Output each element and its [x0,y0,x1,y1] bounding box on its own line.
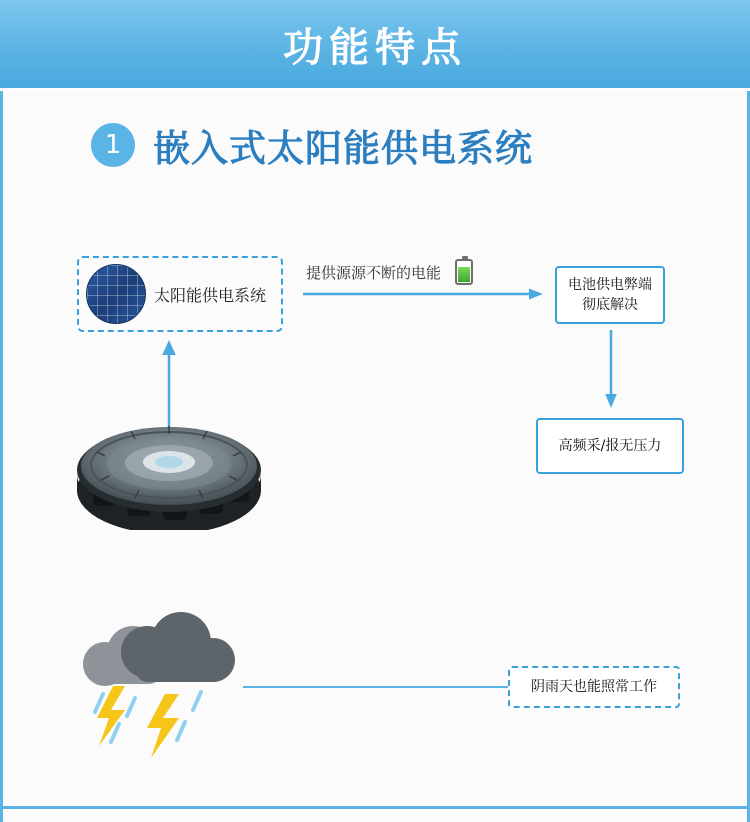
benefit-box-rainy-day [508,666,680,708]
footer-divider [0,806,750,809]
header-divider [0,88,750,91]
section-title-text: 嵌入式太阳能供电系统 [153,127,533,170]
page-title: 功能特点 [283,24,467,71]
solar-cell-grid [87,265,145,323]
benefit-box-frequency-label: 高频采/报无压力 [558,438,662,454]
header-banner [0,0,750,88]
arrow-right-icon [303,288,543,300]
arrow-up-icon [158,340,180,430]
arrow-down-icon [604,330,618,408]
section-heading [91,118,533,172]
benefit-box-battery-line2: 彻底解决 [582,297,638,313]
battery-fill [458,267,470,282]
section-number-badge: 1 [91,123,135,167]
benefit-box-battery [555,266,665,324]
benefit-box-frequency [536,418,684,474]
manhole-cover-image [71,418,267,530]
rain-cloud-lightning-icon [73,612,248,762]
benefit-box-rainy-day-label: 阴雨天也能照常工作 [531,679,657,695]
connector-line [243,686,513,688]
battery-icon [455,259,473,285]
benefit-box-battery-line1: 电池供电弊端 [568,277,652,293]
solar-system-box [77,256,283,332]
energy-flow-label: 提供源源不断的电能 [306,264,442,282]
solar-system-label: 太阳能供电系统 [154,285,267,305]
solar-panel-icon [86,264,146,324]
